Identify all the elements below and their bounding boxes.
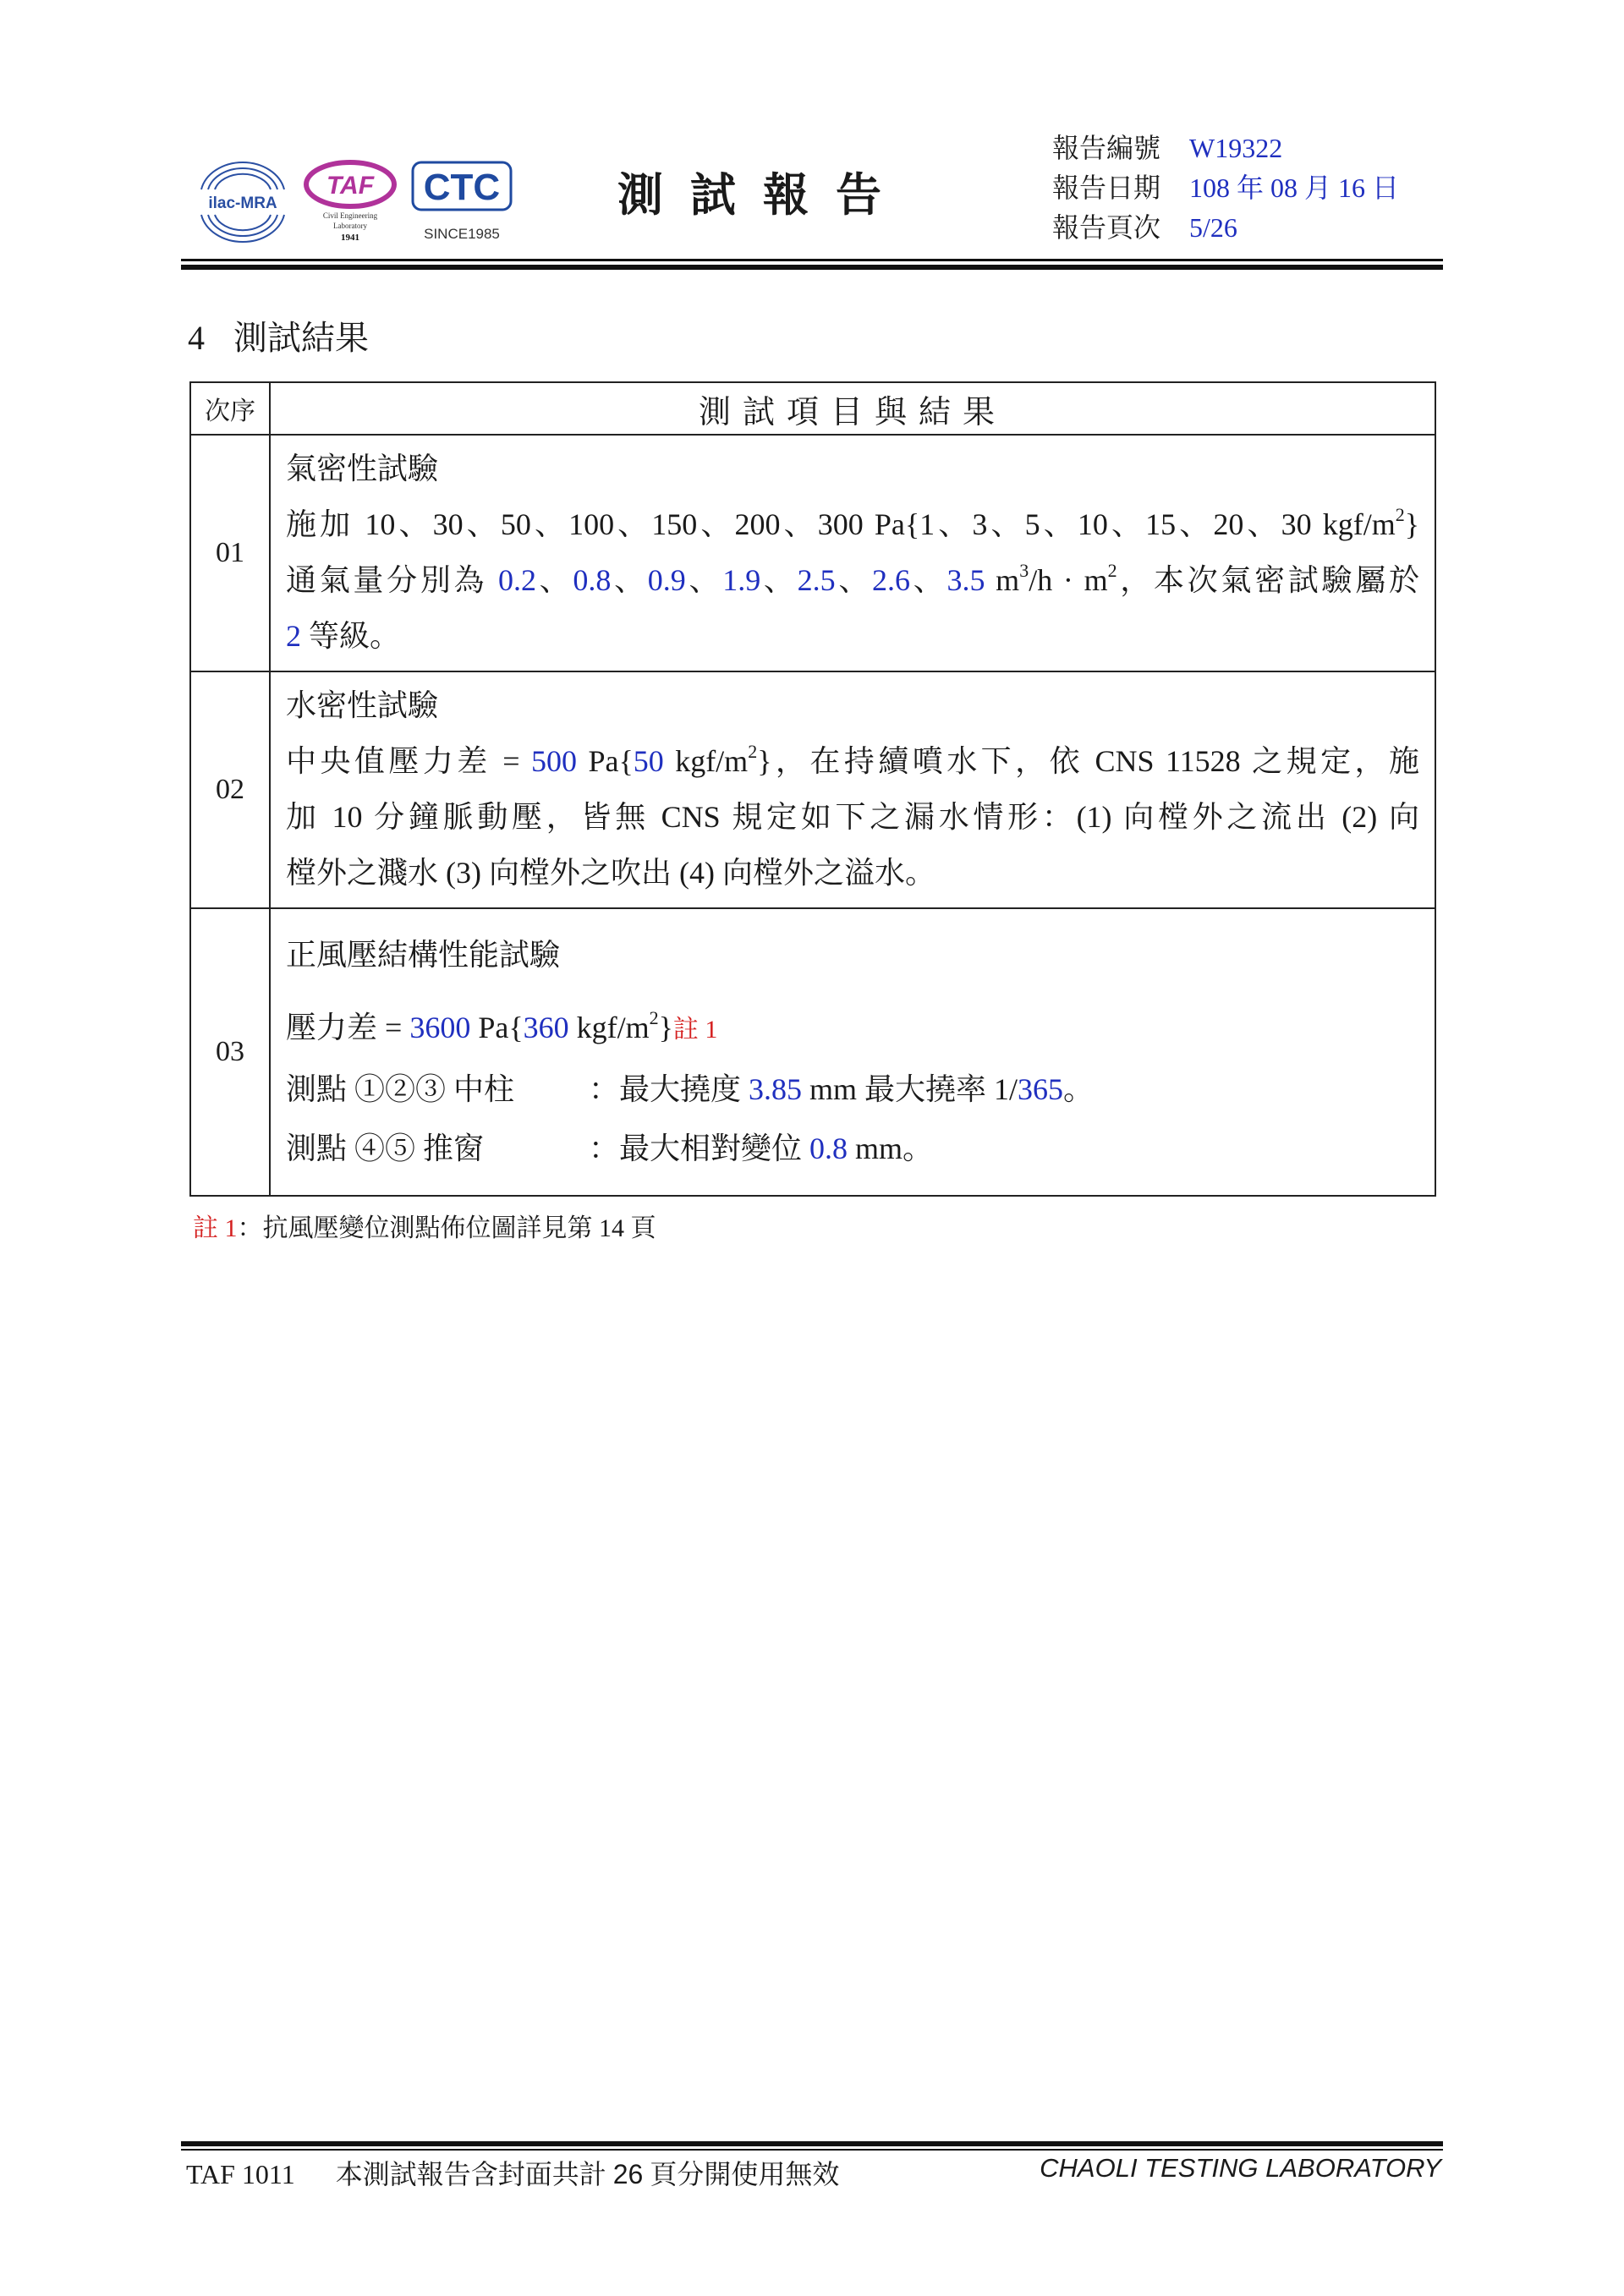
row-index: 01 [190,435,270,671]
footer-left: TAF 1011 本測試報告含封面共計 26 頁分開使用無效 [186,2159,840,2189]
section-title: 測試結果 [233,319,369,357]
row-content [270,671,1435,908]
taf-logo [301,156,399,249]
flow-value: 2.5 [797,563,836,597]
pressure-kgf-value: 360 [523,1010,569,1044]
report-number-label: 報告編號 [1052,133,1161,163]
row-index: 03 [190,908,270,1196]
report-page-row [1052,208,1399,248]
svg-text:1941: 1941 [341,233,359,243]
column-header-title: 測試項目與結果 [270,382,1435,435]
flow-value: 0.2 [497,563,536,597]
test-condition: 壓力差 = 3600 Pa{360 kgf/$m^2$}註 1 [286,1006,718,1044]
row-index: 02 [190,671,270,908]
table-row [190,908,1435,1196]
pressure-value: 500 [530,744,577,778]
pressure-value: 3600 [409,1010,471,1044]
ilac-mra-logo [193,156,293,247]
flow-value: 3.5 [946,563,985,597]
logo-group [193,151,514,252]
table-header-row [190,382,1435,435]
svg-text:CTC: CTC [423,167,501,208]
table-row [190,435,1435,671]
section-heading [188,311,369,359]
displacement-value: 0.8 [809,1131,848,1165]
lab-name: CHAOLI TESTING LABORATORY [1040,2153,1441,2183]
header-divider-thick [181,265,1443,270]
row-content [270,435,1435,671]
report-meta [1052,129,1399,248]
footer-divider-thick [181,2141,1443,2146]
svg-text:Laboratory: Laboratory [333,222,367,230]
results-table [189,381,1436,1197]
flow-value: 0.9 [647,563,686,597]
test-result: 通氣量分別為 0.2、0.8、0.9、1.9、2.5、2.6、3.5 $m^3/h \cdot m^2$，本次氣密試驗屬於 [286,560,1419,597]
test-condition: 中央值壓力差 = 500 Pa{50 kgf/$m^2$}，在持續噴水下，依 CNS 11528 之規定，施 [286,741,1419,778]
table-row [190,671,1435,908]
measurement-center-post: 測點 ①②③ 中柱 ：最大撓度 3.85 mm 最大撓率 1/365。 [286,1071,1095,1106]
grade-value: 2 [286,619,301,653]
svg-text:Civil Engineering: Civil Engineering [322,211,378,220]
test-name: 正風壓結構性能試驗 [286,937,561,972]
test-name: 氣密性試驗 [286,452,439,485]
footnote-ref: 註 1 [193,1214,238,1242]
ctc-logo [409,159,514,247]
form-code: TAF 1011 [186,2159,295,2189]
footnote [193,1207,656,1244]
note-reference: 註 1 [672,1015,718,1044]
pressure-kgf-value: 50 [633,744,664,778]
deflection-ratio: 365 [1018,1071,1064,1106]
row-content [270,908,1435,1196]
flow-value: 2.6 [872,563,911,597]
total-pages: 26 [612,2159,644,2189]
deflection-value: 3.85 [749,1071,803,1106]
report-number-row [1052,129,1399,168]
flow-value: 0.8 [573,563,612,597]
svg-text:SINCE1985: SINCE1985 [424,226,500,242]
report-title: 測試報告 [617,168,908,222]
svg-text:TAF: TAF [326,172,375,200]
column-header-index: 次序 [190,382,270,435]
svg-text:ilac-MRA: ilac-MRA [208,195,277,212]
test-condition: 施加 10、30、50、100、150、200、300 Pa{1、3、5、10、15、20、30 kgf/$m^2$} [286,504,1419,541]
test-name: 水密性試驗 [286,688,439,722]
report-date: 108 年 08 月 16 日 [1189,173,1400,203]
report-number: W19322 [1189,133,1283,163]
header-divider-thin [181,259,1443,261]
report-page: 5/26 [1189,212,1237,243]
test-result: 加 10 分鐘脈動壓，皆無 CNS 規定如下之漏水情形：(1) 向樘外之流出 (2) 向 [286,800,1419,834]
flow-value: 1.9 [722,563,761,597]
footnote-text: ：抗風壓變位測點佈位圖詳見第 14 頁 [237,1214,656,1242]
footer-divider-thin [181,2149,1443,2151]
section-number: 4 [188,319,205,357]
test-grade: 2 等級。 [286,619,401,653]
measurement-push-window: 測點 ④⑤ 推窗 ：最大相對變位 0.8 mm。 [286,1131,934,1165]
test-result: 樘外之濺水 (3) 向樘外之吹出 (4) 向樘外之溢水。 [286,856,935,890]
report-page-label: 報告頁次 [1052,212,1161,243]
report-date-row [1052,168,1399,208]
report-date-label: 報告日期 [1052,173,1161,203]
